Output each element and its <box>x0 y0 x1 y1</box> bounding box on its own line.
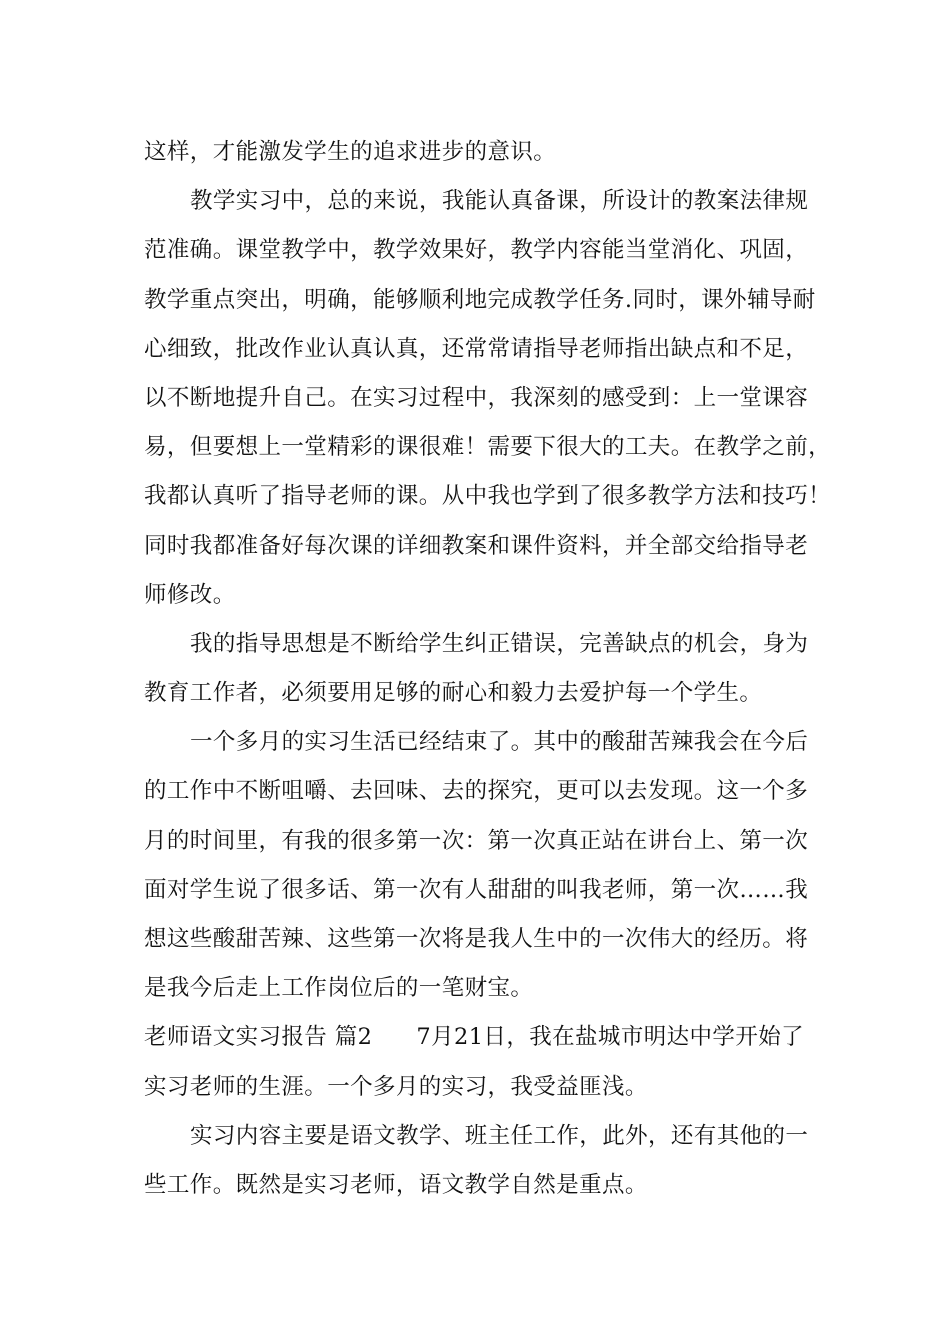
text-line: 的工作中不断咀嚼、去回味、去的探究，更可以去发现。这一个多 <box>144 778 809 805</box>
text-line: 教学实习中，总的来说，我能认真备课，所设计的教案法律规 <box>190 188 809 215</box>
text-line: 教学重点突出，明确，能够顺利地完成教学任务.同时，课外辅导耐 <box>144 286 816 313</box>
text-line: 一个多月的实习生活已经结束了。其中的酸甜苦辣我会在今后 <box>190 729 809 756</box>
text-line: 是我今后走上工作岗位后的一笔财宝。 <box>144 975 534 1002</box>
text-line: 易，但要想上一堂精彩的课很难！需要下很大的工夫。在教学之前， <box>144 434 832 461</box>
section-title: 老师语文实习报告 篇2 <box>144 1024 373 1051</box>
text-line: 面对学生说了很多话、第一次有人甜甜的叫我老师，第一次……我 <box>144 876 809 903</box>
document-body <box>144 128 832 1210</box>
text-line: 些工作。既然是实习老师，语文教学自然是重点。 <box>144 1171 648 1198</box>
text-line: 实习内容主要是语文教学、班主任工作，此外，还有其他的一 <box>190 1122 809 1149</box>
text-line: 师修改。 <box>144 581 236 608</box>
text-line: 以不断地提升自己。在实习过程中，我深刻的感受到：上一堂课容 <box>144 384 809 411</box>
text-line: 同时我都准备好每次课的详细教案和课件资料，并全部交给指导老 <box>144 532 809 559</box>
text-line: 范准确。课堂教学中，教学效果好，教学内容能当堂消化、巩固， <box>144 237 809 264</box>
text-line: 教育工作者，必须要用足够的耐心和毅力去爱护每一个学生。 <box>144 680 763 707</box>
text-line: 月的时间里，有我的很多第一次：第一次真正站在讲台上、第一次 <box>144 827 809 854</box>
text-line: 我都认真听了指导老师的课。从中我也学到了很多教学方法和技巧！ <box>144 483 832 510</box>
text-line: 心细致，批改作业认真认真，还常常请指导老师指出缺点和不足， <box>144 335 809 362</box>
text-line: 这样，才能激发学生的追求进步的意识。 <box>144 139 557 165</box>
section-heading-line <box>144 1013 824 1062</box>
text-line: 想这些酸甜苦辣、这些第一次将是我人生中的一次伟大的经历。将 <box>144 926 809 952</box>
text-line: 我的指导思想是不断给学生纠正错误，完善缺点的机会，身为 <box>190 630 809 657</box>
section-first-text: 7月21日，我在盐城市明达中学开始了 <box>416 1024 805 1051</box>
text-line: 实习老师的生涯。一个多月的实习，我受益匪浅。 <box>144 1073 648 1100</box>
